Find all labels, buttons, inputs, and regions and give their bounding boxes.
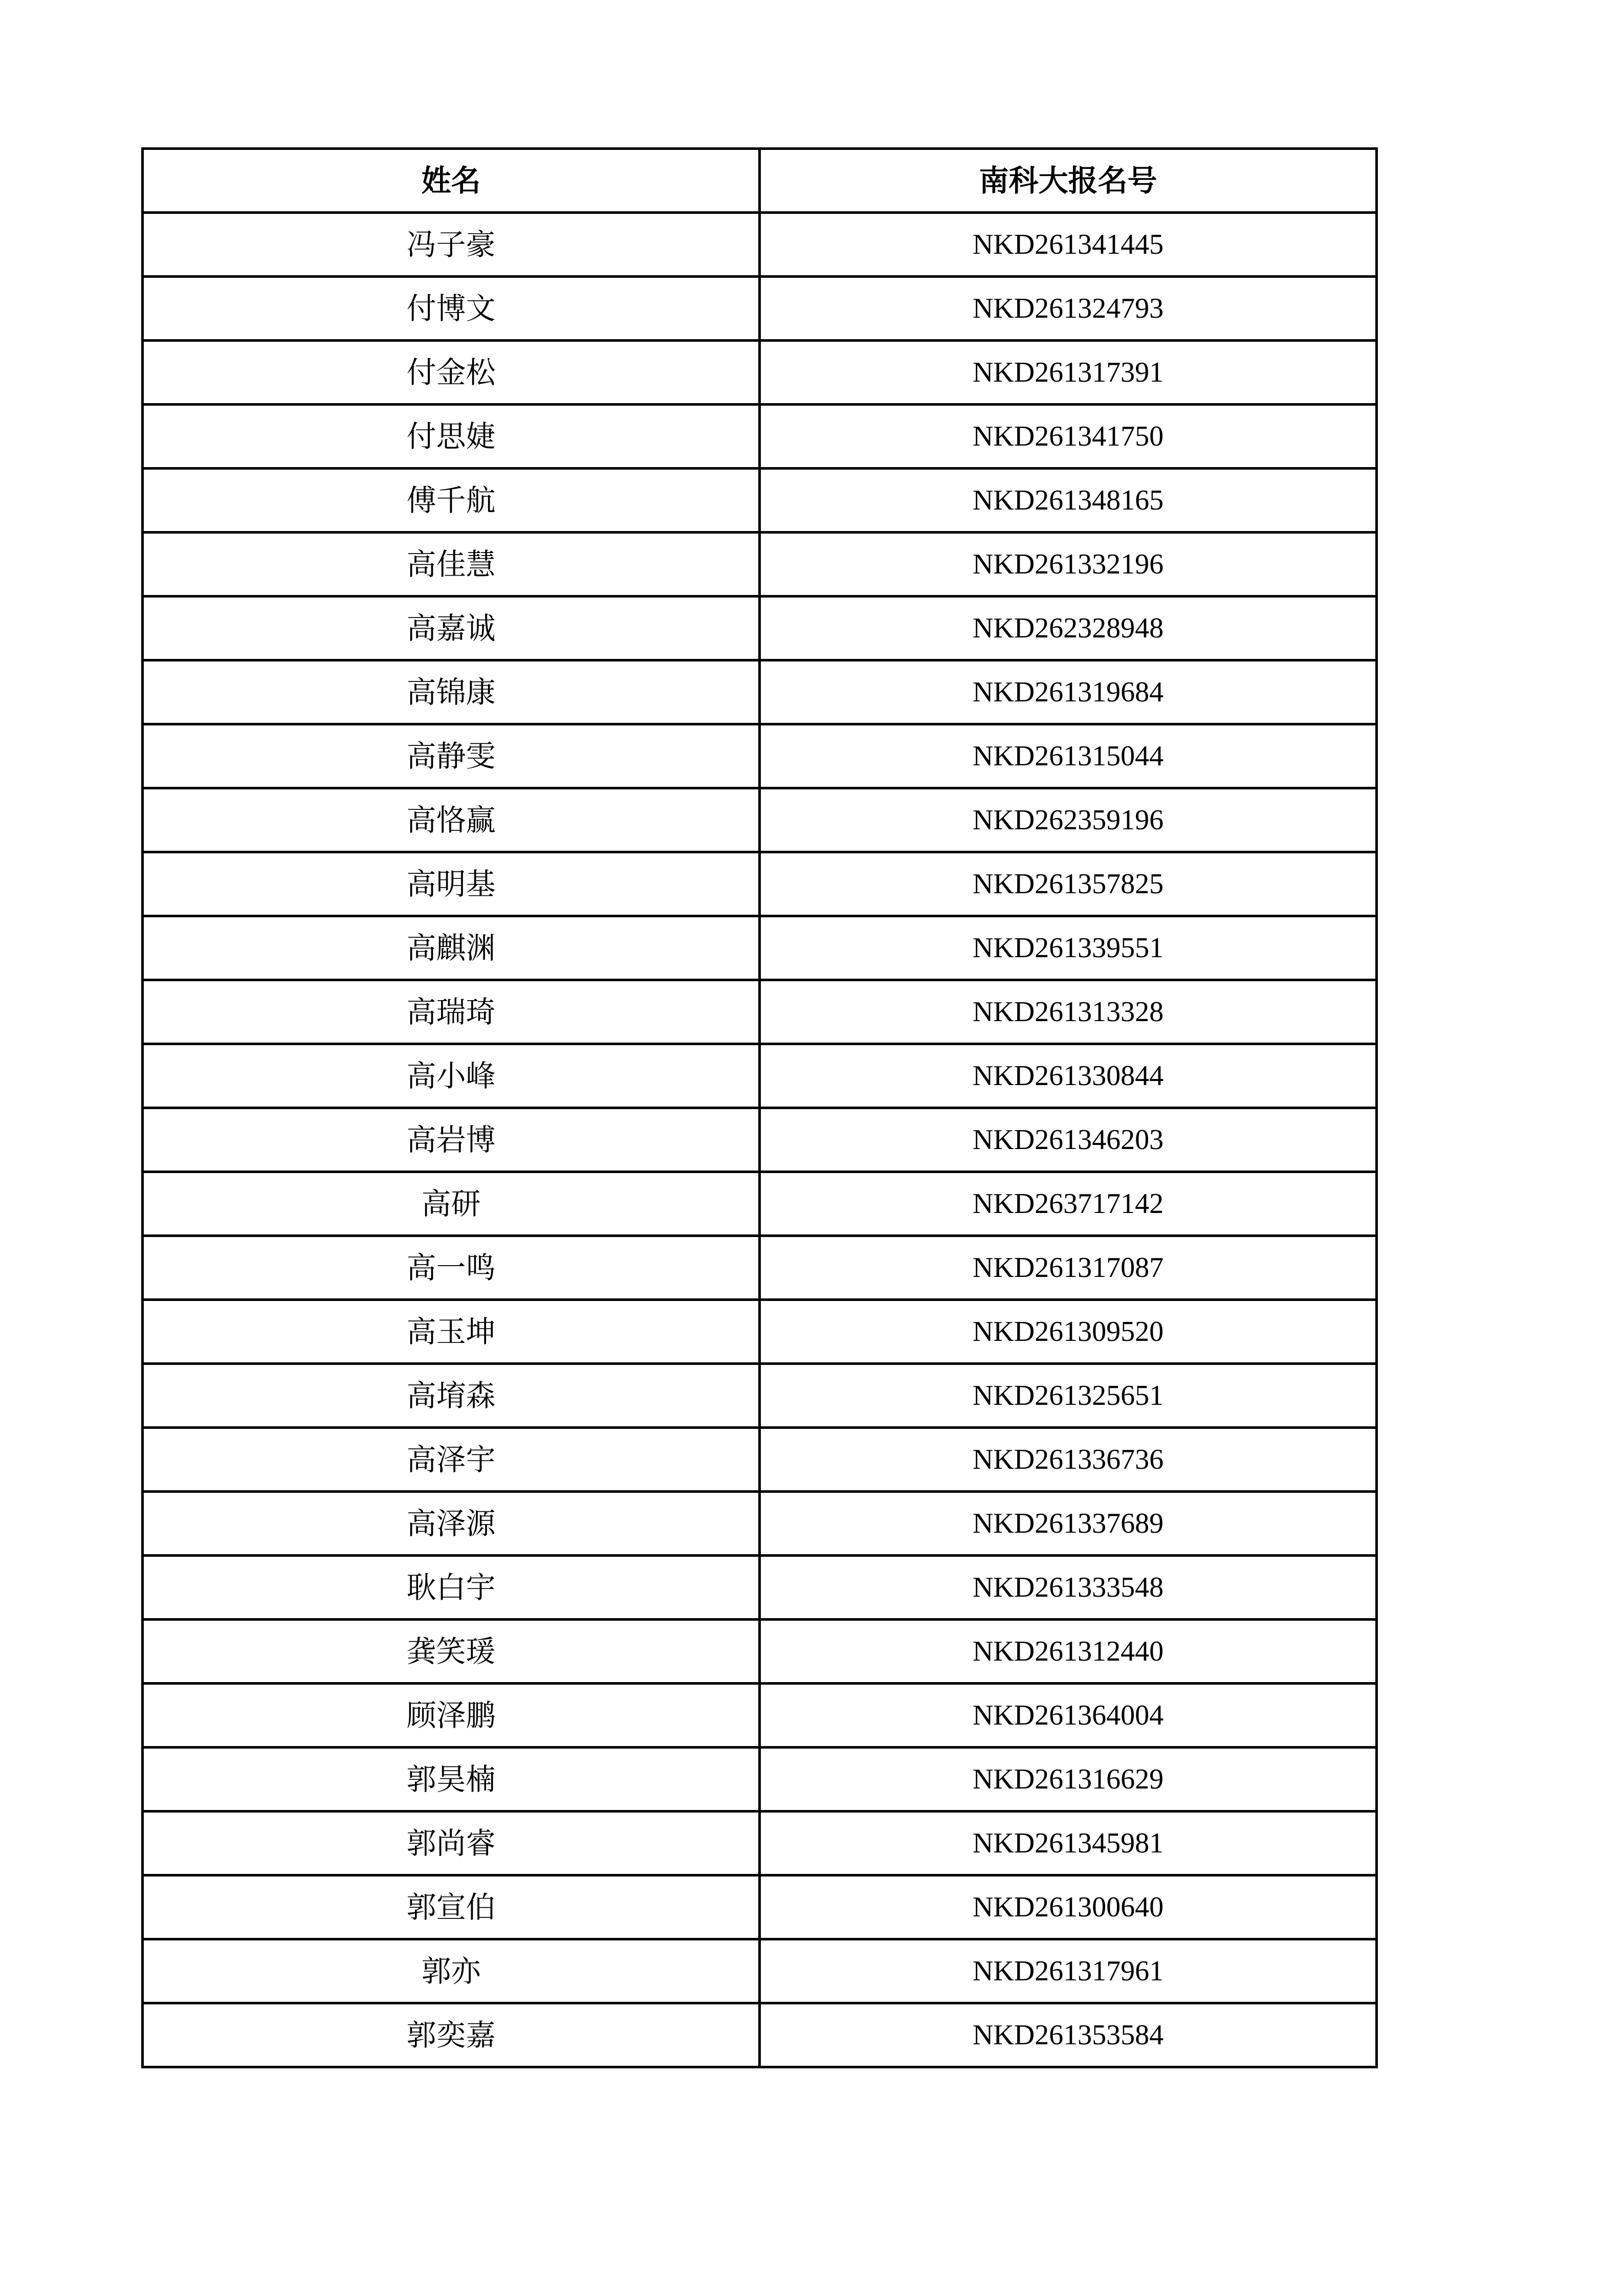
table-row	[143, 1684, 1377, 1748]
cell-registration-id: NKD261316629	[760, 1748, 1377, 1812]
cell-registration-id: NKD261364004	[760, 1684, 1377, 1748]
cell-registration-id: NKD261341445	[760, 213, 1377, 277]
cell-registration-id: NKD261333548	[760, 1556, 1377, 1620]
cell-registration-id: NKD261346203	[760, 1108, 1377, 1172]
cell-name: 高岩博	[143, 1108, 760, 1172]
cell-registration-id: NKD261332196	[760, 533, 1377, 597]
cell-registration-id: NKD261357825	[760, 852, 1377, 916]
cell-registration-id: NKD261336736	[760, 1428, 1377, 1492]
cell-name: 郭昊楠	[143, 1748, 760, 1812]
table-row	[143, 1108, 1377, 1172]
table-body	[143, 213, 1377, 2067]
cell-registration-id: NKD262328948	[760, 597, 1377, 660]
table-row	[143, 597, 1377, 660]
table-row	[143, 1236, 1377, 1300]
cell-name: 冯子豪	[143, 213, 760, 277]
cell-name: 高一鸣	[143, 1236, 760, 1300]
cell-name: 郭奕嘉	[143, 2003, 760, 2067]
column-header-registration-id: 南科大报名号	[760, 149, 1377, 213]
table-header	[143, 149, 1377, 213]
cell-registration-id: NKD262359196	[760, 788, 1377, 852]
cell-registration-id: NKD261337689	[760, 1492, 1377, 1556]
cell-name: 高静雯	[143, 724, 760, 788]
table-row	[143, 980, 1377, 1044]
table-row	[143, 341, 1377, 405]
cell-name: 高小峰	[143, 1044, 760, 1108]
registration-table	[141, 147, 1378, 2068]
header-row	[143, 149, 1377, 213]
cell-name: 郭尚睿	[143, 1812, 760, 1875]
table-row	[143, 469, 1377, 533]
table-row	[143, 852, 1377, 916]
cell-name: 高佳慧	[143, 533, 760, 597]
cell-registration-id: NKD261345981	[760, 1812, 1377, 1875]
cell-name: 高泽宇	[143, 1428, 760, 1492]
table-row	[143, 788, 1377, 852]
cell-registration-id: NKD261319684	[760, 660, 1377, 724]
table-row	[143, 1875, 1377, 1939]
table-row	[143, 405, 1377, 469]
table-row	[143, 1044, 1377, 1108]
table-row	[143, 1748, 1377, 1812]
cell-registration-id: NKD261353584	[760, 2003, 1377, 2067]
table-row	[143, 1172, 1377, 1236]
cell-registration-id: NKD261309520	[760, 1300, 1377, 1364]
cell-registration-id: NKD261330844	[760, 1044, 1377, 1108]
cell-registration-id: NKD261300640	[760, 1875, 1377, 1939]
cell-name: 高泽源	[143, 1492, 760, 1556]
cell-name: 郭亦	[143, 1939, 760, 2003]
table-row	[143, 1492, 1377, 1556]
cell-registration-id: NKD261312440	[760, 1620, 1377, 1684]
cell-registration-id: NKD261317961	[760, 1939, 1377, 2003]
cell-registration-id: NKD261341750	[760, 405, 1377, 469]
table-row	[143, 1428, 1377, 1492]
cell-registration-id: NKD263717142	[760, 1172, 1377, 1236]
table-row	[143, 277, 1377, 341]
table-row	[143, 916, 1377, 980]
cell-name: 郭宣伯	[143, 1875, 760, 1939]
table-row	[143, 2003, 1377, 2067]
cell-name: 傅千航	[143, 469, 760, 533]
column-header-name: 姓名	[143, 149, 760, 213]
cell-name: 高明基	[143, 852, 760, 916]
cell-name: 高玉坤	[143, 1300, 760, 1364]
table-row	[143, 724, 1377, 788]
cell-registration-id: NKD261315044	[760, 724, 1377, 788]
cell-name: 高堉森	[143, 1364, 760, 1428]
table-row	[143, 533, 1377, 597]
cell-name: 高嘉诚	[143, 597, 760, 660]
cell-name: 顾泽鹏	[143, 1684, 760, 1748]
cell-registration-id: NKD261313328	[760, 980, 1377, 1044]
table-row	[143, 660, 1377, 724]
cell-name: 高麒渊	[143, 916, 760, 980]
cell-name: 耿白宇	[143, 1556, 760, 1620]
cell-registration-id: NKD261324793	[760, 277, 1377, 341]
cell-name: 高恪赢	[143, 788, 760, 852]
cell-name: 龚笑瑗	[143, 1620, 760, 1684]
table-row	[143, 1812, 1377, 1875]
cell-name: 高研	[143, 1172, 760, 1236]
table-row	[143, 1939, 1377, 2003]
cell-name: 付思婕	[143, 405, 760, 469]
cell-name: 高瑞琦	[143, 980, 760, 1044]
cell-registration-id: NKD261317087	[760, 1236, 1377, 1300]
cell-registration-id: NKD261348165	[760, 469, 1377, 533]
cell-name: 高锦康	[143, 660, 760, 724]
cell-name: 付金松	[143, 341, 760, 405]
table-row	[143, 1364, 1377, 1428]
cell-registration-id: NKD261317391	[760, 341, 1377, 405]
table-row	[143, 1556, 1377, 1620]
cell-name: 付博文	[143, 277, 760, 341]
table-row	[143, 213, 1377, 277]
cell-registration-id: NKD261339551	[760, 916, 1377, 980]
table-row	[143, 1300, 1377, 1364]
table-row	[143, 1620, 1377, 1684]
cell-registration-id: NKD261325651	[760, 1364, 1377, 1428]
